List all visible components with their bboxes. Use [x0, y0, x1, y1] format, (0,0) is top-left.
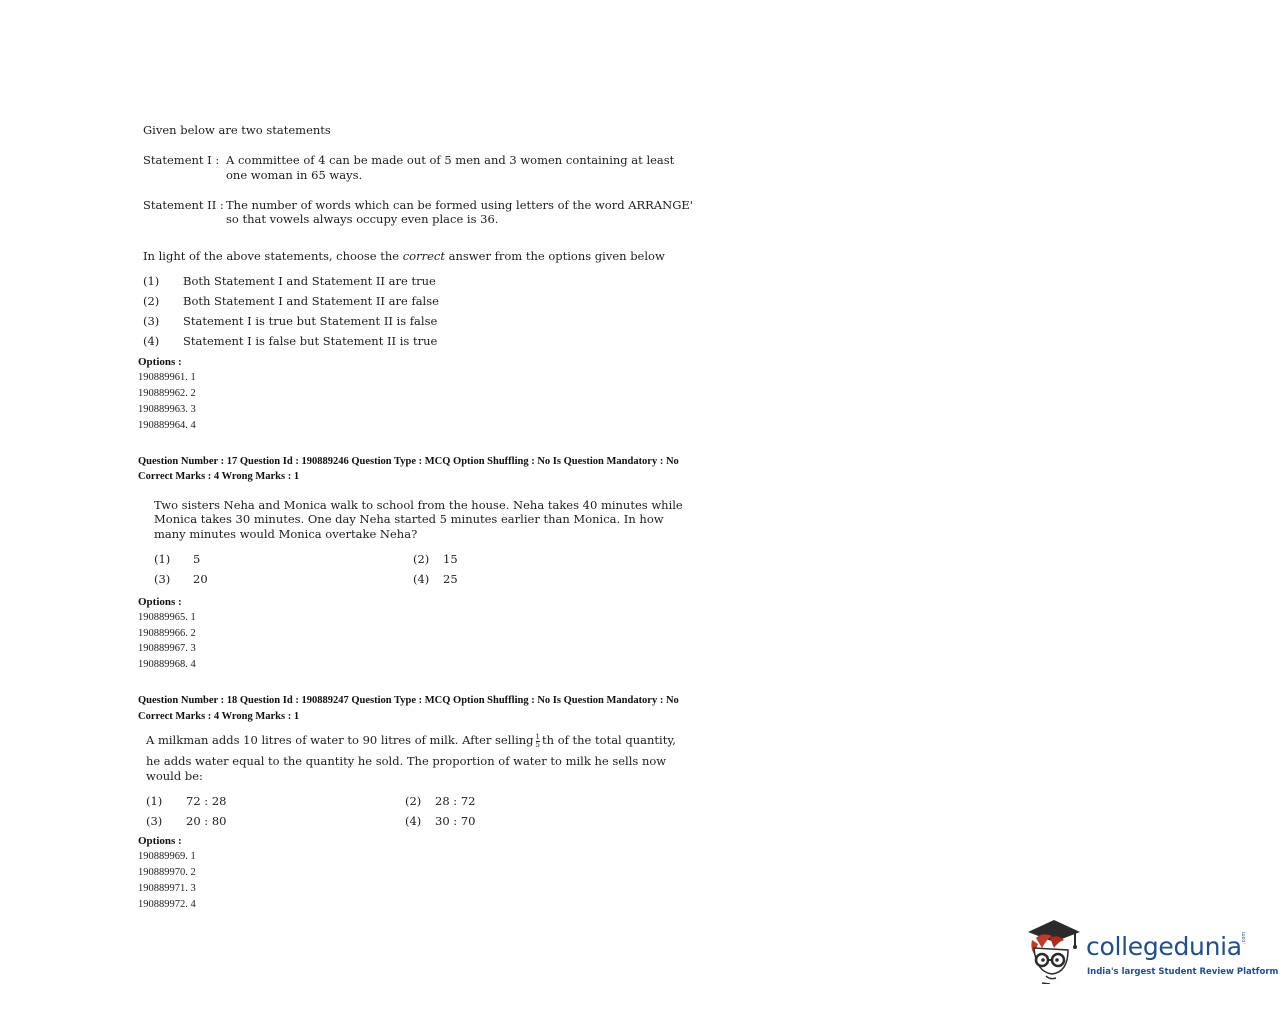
q18-option-id: 190889971. 3 [138, 883, 196, 894]
q16-option-id: 190889961. 1 [138, 372, 196, 383]
one-fifth-fraction [536, 734, 540, 749]
q16-statement2-line2: so that vowels always occupy even place is 36. [226, 212, 499, 226]
q17-option-id: 190889967. 3 [138, 643, 196, 654]
q18-text-line3: would be: [146, 769, 203, 783]
q16-instruction-post: answer from the options given below [444, 249, 665, 263]
q16-instruction-emphasis: correct [402, 249, 445, 263]
q18-option-id: 190889969. 1 [138, 851, 196, 862]
q17-choice-text: 15 [443, 552, 458, 566]
q16-choice-num: (1) [143, 274, 160, 288]
q17-choice-text: 20 [193, 572, 208, 586]
q16-statement2-label: Statement II : [143, 198, 224, 212]
fraction-denominator: 5 [535, 740, 541, 749]
q16-choice-text: Statement I is false but Statement II is true [183, 334, 438, 348]
q16-intro: Given below are two statements [143, 123, 331, 137]
q18-text-line2: he adds water equal to the quantity he sold. The proportion of water to milk he sells now [146, 754, 667, 768]
q16-option-id: 190889963. 3 [138, 404, 196, 415]
q18-choice-num: (2) [405, 794, 422, 808]
q17-choice-text: 25 [443, 572, 458, 586]
q17-text-line3: many minutes would Monica overtake Neha? [154, 527, 418, 541]
q18-choice-text: 20 : 80 [186, 814, 227, 828]
q18-choice-num: (1) [146, 794, 163, 808]
q16-choice-num: (3) [143, 314, 160, 328]
q17-choice-num: (1) [154, 552, 171, 566]
q18-text-line1 [146, 733, 676, 749]
q18-choice-text: 28 : 72 [435, 794, 476, 808]
q16-options-heading: Options : [138, 356, 182, 368]
q17-text-line1: Two sisters Neha and Monica walk to school from the house. Neha takes 40 minutes while [154, 498, 683, 512]
q17-options-heading: Options : [138, 596, 182, 608]
fraction-numerator: 1 [535, 732, 541, 741]
q16-statement1-line1: A committee of 4 can be made out of 5 men and 3 women containing at least [226, 153, 675, 167]
collegedunia-domain-suffix: .com [1241, 931, 1247, 944]
q18-text-line1-pre: A milkman adds 10 litres of water to 90 litres of milk. After selling [146, 733, 534, 747]
q16-choice-num: (2) [143, 294, 160, 308]
q17-option-id: 190889965. 1 [138, 612, 196, 623]
q17-choice-num: (3) [154, 572, 171, 586]
q18-option-id: 190889972. 4 [138, 899, 196, 910]
q17-meta-line: Question Number : 17 Question Id : 190889246 Question Type : MCQ Option Shuffling : No Is Question Mandatory : No [138, 456, 679, 467]
collegedunia-tagline: India's largest Student Review Platform [1087, 967, 1279, 977]
q18-options-heading: Options : [138, 835, 182, 847]
q18-choice-text: 30 : 70 [435, 814, 476, 828]
q18-text-line1-post: th of the total quantity, [542, 733, 676, 747]
q18-choice-text: 72 : 28 [186, 794, 227, 808]
q16-choice-text: Both Statement I and Statement II are false [183, 294, 439, 308]
q16-option-id: 190889964. 4 [138, 420, 196, 431]
q18-option-id: 190889970. 2 [138, 867, 196, 878]
q16-instruction [143, 249, 665, 263]
q17-option-id: 190889968. 4 [138, 659, 196, 670]
q16-choice-text: Statement I is true but Statement II is false [183, 314, 438, 328]
q17-choice-num: (2) [413, 552, 430, 566]
q16-instruction-pre: In light of the above statements, choose the [143, 249, 403, 263]
q17-option-id: 190889966. 2 [138, 628, 196, 639]
q18-meta-line: Question Number : 18 Question Id : 190889247 Question Type : MCQ Option Shuffling : No Is Question Mandatory : No [138, 695, 679, 706]
q16-choice-text: Both Statement I and Statement II are true [183, 274, 436, 288]
q16-statement2-line1: The number of words which can be formed using letters of the word ARRANGE' [226, 198, 693, 212]
q16-statement1-line2: one woman in 65 ways. [226, 168, 363, 182]
q16-choice-num: (4) [143, 334, 160, 348]
q17-text-line2: Monica takes 30 minutes. One day Neha started 5 minutes earlier than Monica. In how [154, 512, 664, 526]
q17-choice-num: (4) [413, 572, 430, 586]
q18-choice-num: (3) [146, 814, 163, 828]
collegedunia-mascot-icon [1022, 918, 1084, 984]
q16-option-id: 190889962. 2 [138, 388, 196, 399]
q16-statement1-label: Statement I : [143, 153, 220, 167]
q17-marks-line: Correct Marks : 4 Wrong Marks : 1 [138, 471, 300, 482]
collegedunia-wordmark: collegedunia [1086, 932, 1242, 961]
q17-choice-text: 5 [193, 552, 201, 566]
q18-choice-num: (4) [405, 814, 422, 828]
q18-marks-line: Correct Marks : 4 Wrong Marks : 1 [138, 711, 300, 722]
